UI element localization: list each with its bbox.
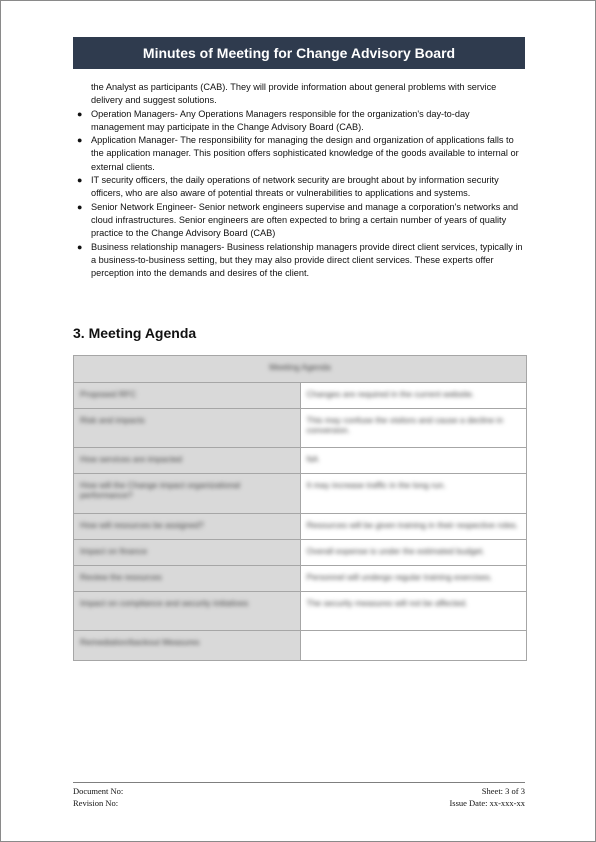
table-row: [74, 409, 527, 448]
bullet-icon: ●: [77, 241, 83, 252]
document-number-label: Document No:: [73, 786, 124, 796]
intro-continuation: the Analyst as participants (CAB). They will provide information about general problems with service delivery and suggest solutions.: [91, 82, 497, 106]
table-row: [74, 592, 527, 631]
list-item: ● Operation Managers- Any Operations Managers responsible for the organization's day-to-day management may participate in the Change Advisory Board (CAB).: [77, 108, 470, 132]
row-value: This may confuse the visitors and cause a decline in conversion.: [300, 409, 527, 448]
row-key: How will resources be assigned?: [74, 514, 301, 540]
row-value: The security measures will not be affected.: [300, 592, 527, 631]
table-row: [74, 383, 527, 409]
row-key: Proposed RFC: [74, 383, 301, 409]
row-value: [300, 631, 527, 661]
list-item: ● Application Manager- The responsibility for managing the design and organization of applications falls to the application manager. This position offers sophisticated knowledge of the goods available to internal or external clients.: [77, 135, 519, 172]
row-value: Changes are required in the current website.: [300, 383, 527, 409]
list-item: ● IT security officers, the daily operations of network security are brought about by information security officers, who are also aware of potential threats or vulnerabilities to applications and systems.: [77, 175, 499, 199]
document-title: Minutes of Meeting for Change Advisory Board: [73, 37, 525, 69]
list-item: ● Business relationship managers- Business relationship managers provide direct client services, typically in a business-to-business setting, but they may also provide direct client services. These experts offer perception into the demands and desires of the client.: [77, 241, 523, 279]
section-heading: 3. Meeting Agenda: [73, 325, 197, 341]
sheet-number: Sheet: 3 of 3: [481, 786, 525, 796]
table-header-row: [74, 356, 527, 383]
row-value: Resources will be given training in their respective roles.: [300, 514, 527, 540]
row-key: Remediation/backout Measures: [74, 631, 301, 661]
row-key: Risk and impacts: [74, 409, 301, 448]
row-key: How will the Change impact organizational performance?: [74, 474, 301, 514]
row-key: Impact on finance: [74, 540, 301, 566]
table-row: [74, 514, 527, 540]
row-key: How services are impacted: [74, 448, 301, 474]
bullet-icon: ●: [77, 175, 83, 186]
row-value: Overall expense is under the estimated budget.: [300, 540, 527, 566]
row-key: Impact on compliance and security initiatives: [74, 592, 301, 631]
table-row: [74, 566, 527, 592]
table-row: [74, 474, 527, 514]
row-value: NA: [300, 448, 527, 474]
bullet-icon: ●: [77, 135, 83, 146]
table-row: [74, 448, 527, 474]
participants-text: [73, 81, 525, 280]
row-value: It may increase traffic in the long run.: [300, 474, 527, 514]
revision-number-label: Revision No:: [73, 798, 119, 808]
table-caption: Meeting Agenda: [74, 356, 527, 383]
agenda-table: [73, 355, 527, 661]
bullet-icon: ●: [77, 108, 83, 119]
bullet-icon: ●: [77, 201, 83, 212]
table-row: [74, 631, 527, 661]
participants-list: [73, 108, 525, 281]
footer-divider: [73, 782, 525, 783]
list-item: ● Senior Network Engineer- Senior network engineers supervise and manage a corporation's networks and cloud infrastructures. Senior engineers are often expected to bring a certain number of years of quality practice to the Change Advisory Board (CAB): [77, 201, 519, 239]
row-value: Personnel will undergo regular training exercises.: [300, 566, 527, 592]
issue-date: Issue Date: xx-xxx-xx: [449, 798, 525, 808]
table-row: [74, 540, 527, 566]
row-key: Review the resources: [74, 566, 301, 592]
